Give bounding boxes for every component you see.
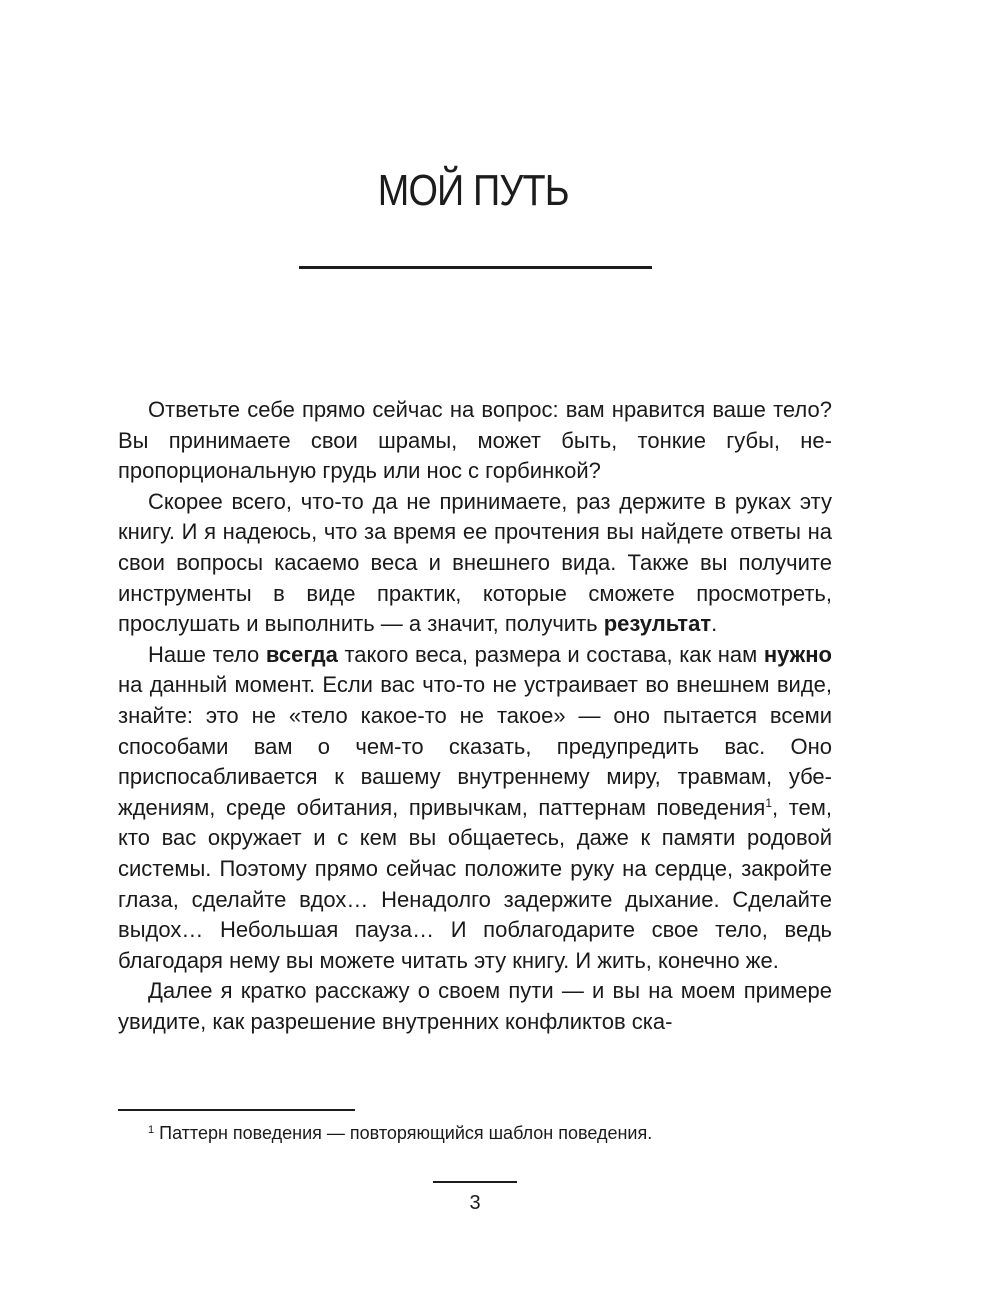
paragraph-3-text-1: Наше тело <box>148 641 266 667</box>
page-number-divider <box>433 1181 517 1183</box>
body-text <box>118 395 832 1037</box>
paragraph-2-text: Скорее всего, что-то да не принимаете, раз держите в руках эту книгу. И я надеюсь, что за время ее прочтения вы найдете ответы на свои вопросы касаемо веса и внешнего вида. Также вы получите инструменты в виде практик, которые сможете просмотреть, прослушать и выполнить — а значит, получить <box>118 488 832 637</box>
paragraph-3-text-4: , тем, кто вас окружает и с кем вы общаетесь, даже к памяти родовой системы. Поэтому прямо сейчас положите руку на сердце, закройте глаза, сделайте вдох… Ненадолго задержите дыхание. Сделайте выдох… Небольшая пауза… И поблагодарите свое тело, ведь благодаря нему вы можете читать эту книгу. И жить, конечно же. <box>118 794 832 973</box>
paragraph-2 <box>118 487 832 640</box>
emphasis-result: результат <box>603 611 712 637</box>
title-underline <box>299 266 652 269</box>
footnote <box>148 1121 848 1145</box>
footnote-reference[interactable]: 1 <box>765 795 772 810</box>
paragraph-1 <box>118 395 832 487</box>
page-number: 3 <box>469 1192 481 1214</box>
paragraph-3-text-2: такого веса, размера и состава, как нам <box>337 641 764 667</box>
paragraph-4-text: Далее я кратко расскажу о своем пути — и вы на моем примере увидите, как разрешение внутренних конфликтов ска- <box>118 978 832 1034</box>
paragraph-3 <box>118 640 832 977</box>
emphasis-needed: нужно <box>763 641 832 667</box>
footnote-marker: 1 <box>148 1124 155 1136</box>
paragraph-1-text: Ответьте себе прямо сейчас на вопрос: вам нравится ваше тело? Вы принимаете свои шрамы, может быть, тонкие губы, непропорциональную грудь или нос с горбинкой? <box>118 397 832 484</box>
emphasis-always: всегда <box>265 641 338 667</box>
paragraph-2-end: . <box>711 611 718 637</box>
footnote-divider <box>118 1109 355 1111</box>
paragraph-3-text-3: на данный момент. Если вас что-то не устраивает во внешнем виде, знайте: это не «тело какое-то не такое» — оно пытается всеми способами вам о чем-то сказать, предупредить вас. Оно приспосабливается к вашему внутреннему миру, травмам, убеждениям, среде обитания, привычкам, паттернам поведения <box>118 672 832 820</box>
footnote-text: Паттерн поведения — повторяющийся шаблон поведения. <box>154 1123 653 1143</box>
paragraph-4 <box>118 976 832 1037</box>
chapter-title: МОЙ ПУТЬ <box>377 166 569 215</box>
